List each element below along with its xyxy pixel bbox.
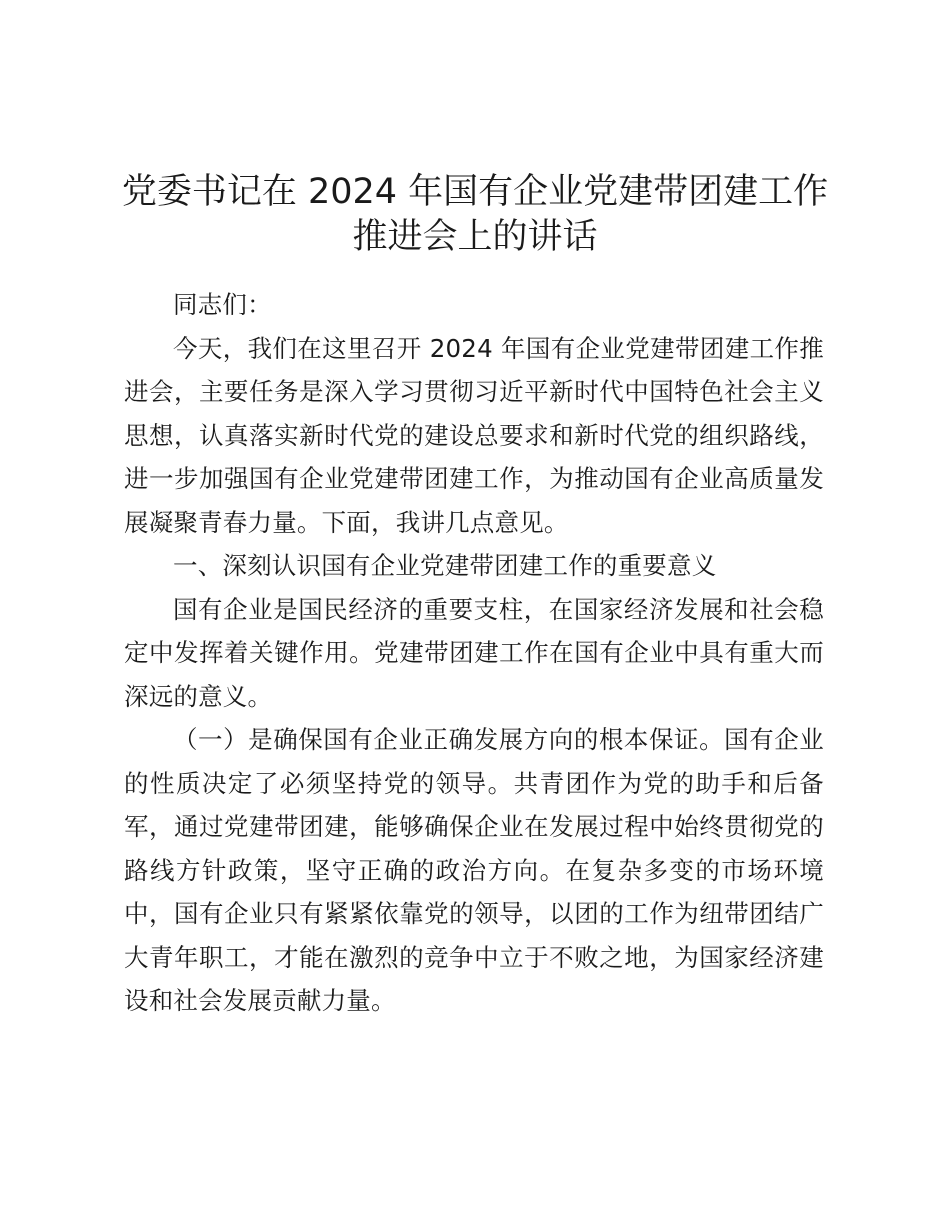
document-body [124, 283, 824, 1023]
paragraph-significance: 国有企业是国民经济的重要支柱，在国家经济发展和社会稳定中发挥着关键作用。党建带团建工作在国有企业中具有重大而深远的意义。 [124, 594, 824, 711]
section-heading-1: 一、深刻认识国有企业党建带团建工作的重要意义 [173, 551, 717, 580]
salutation: 同志们： [173, 290, 272, 319]
paragraph-point-1: （一）是确保国有企业正确发展方向的根本保证。国有企业的性质决定了必须坚持党的领导。共青团作为党的助手和后备军，通过党建带团建，能够确保企业在发展过程中始终贯彻党的路线方针政策，坚守正确的政治方向。在复杂多变的市场环境中，国有企业只有紧紧依靠党的领导，以团的工作为纽带团结广大青年职工，才能在激烈的竞争中立于不败之地，为国家经济建设和社会发展贡献力量。 [124, 725, 824, 1015]
title-line-1: 党委书记在 2024 年国有企业党建带团建工作 [121, 172, 829, 212]
paragraph-intro: 今天，我们在这里召开 2024 年国有企业党建带团建工作推进会，主要任务是深入学习贯彻习近平新时代中国特色社会主义思想，认真落实新时代党的建设总要求和新时代党的组织路线，进一步加强国有企业党建带团建工作，为推动国有企业高质量发展凝聚青春力量。下面，我讲几点意见。 [124, 333, 824, 537]
title-line-2: 推进会上的讲话 [352, 217, 598, 257]
document-title [120, 170, 830, 260]
